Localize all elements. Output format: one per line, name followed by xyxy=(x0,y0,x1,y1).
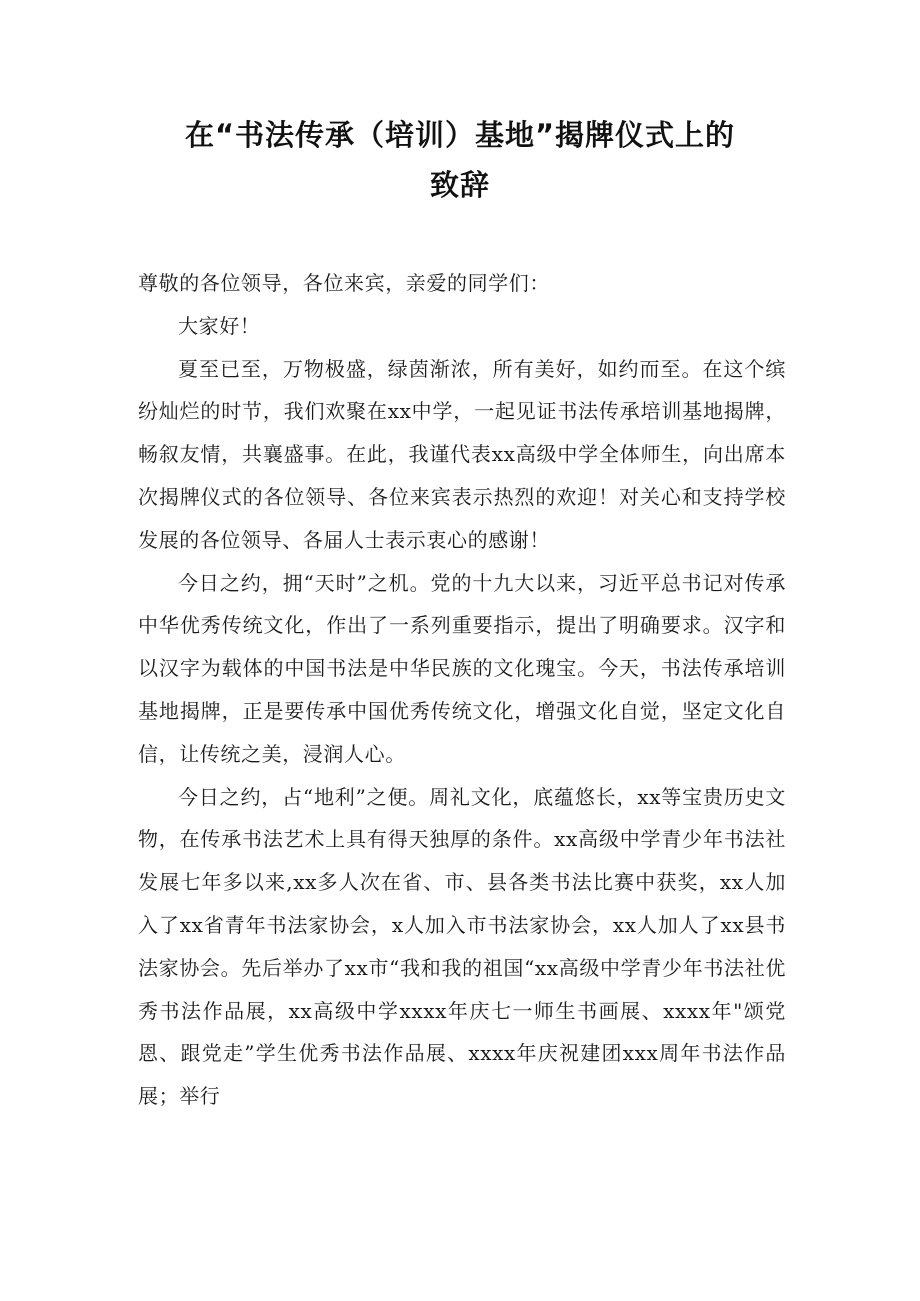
paragraph-location: 今日之约，占“地利”之便。周礼文化，底蕴悠长，xx等宝贵历史文物，在传承书法艺术上具有得天独厚的条件。xx高级中学青少年书法社发展七年多以来,xx多人次在省、市、县各类书法比赛中获奖，xx人加入了xx省青年书法家协会，x人加入市书法家协会，xx人加人了xx县书法家协会。先后举办了xx市“我和我的祖国“xx高级中学青少年书法社优秀书法作品展，xx高级中学xxxx年庆七一师生书画展、xxxx年"颂党恩、跟党走”学生优秀书法作品展、xxxx年庆祝建团xxx周年书法作品展；举行 xyxy=(138,784,786,1109)
title-line-2: 致辞 xyxy=(429,168,490,202)
document-body xyxy=(138,262,786,1118)
paragraph-welcome: 夏至已至，万物极盛，绿茵渐浓，所有美好，如约而至。在这个缤纷灿烂的时节，我们欢聚在xx中学，一起见证书法传承培训基地揭牌，畅叙友情，共襄盛事。在此，我谨代表xx高级中学全体师生，向出席本次揭牌仪式的各位领导、各位来宾表示热烈的欢迎！对关心和支持学校发展的各位领导、各届人士表示衷心的感谢！ xyxy=(138,356,786,552)
salutation: 尊敬的各位领导，各位来宾，亲爱的同学们： xyxy=(138,271,550,295)
title-line-1: 在“书法传承（培训）基地”揭牌仪式上的 xyxy=(184,118,736,152)
document-title xyxy=(110,110,810,210)
paragraph-timing: 今日之约，拥“天时”之机。党的十九大以来，习近平总书记对传承中华优秀传统文化，作出了一系列重要指示，提出了明确要求。汉字和以汉字为载体的中国书法是中华民族的文化瑰宝。今天，书法传承培训基地揭牌，正是要传承中国优秀传统文化，增强文化自觉，坚定文化自信，让传统之美，浸润人心。 xyxy=(138,570,786,766)
paragraph-greeting: 大家好！ xyxy=(178,313,261,338)
